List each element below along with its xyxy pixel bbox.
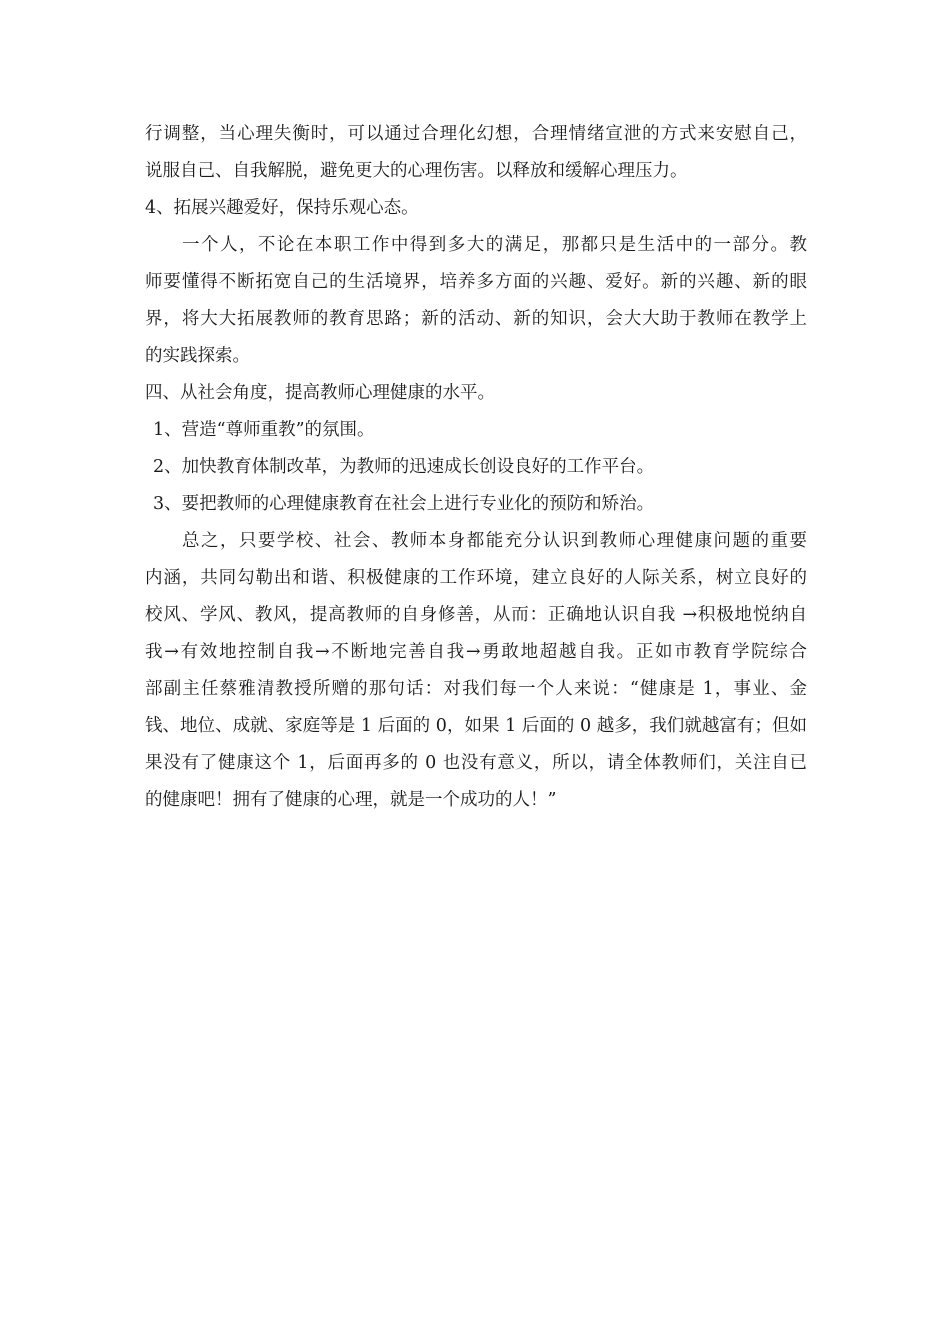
- document-page: [145, 116, 807, 819]
- paragraph-line: 校风、学风、教风，提高教师的自身修善，从而：正确地认识自我 →积极地悦纳自: [145, 605, 807, 625]
- list-item: 3、要把教师的心理健康教育在社会上进行专业化的预防和矫治。: [153, 494, 655, 514]
- list-item: 2、加快教育体制改革，为教师的迅速成长创设良好的工作平台。: [153, 457, 655, 477]
- section-heading: 四、从社会角度，提高教师心理健康的水平。: [145, 383, 495, 403]
- list-item: 1、营造“尊师重教”的氛围。: [153, 420, 375, 440]
- paragraph-line: 的实践探索。: [145, 346, 250, 366]
- paragraph-line: 一个人，不论在本职工作中得到多大的满足，那都只是生活中的一部分。教: [182, 235, 807, 255]
- paragraph-line: 部副主任蔡雅清教授所赠的那句话：对我们每一个人来说：“健康是 1，事业、金: [145, 679, 807, 699]
- section-heading: 4、拓展兴趣爱好，保持乐观心态。: [145, 198, 419, 218]
- paragraph-line: 内涵，共同勾勒出和谐、积极健康的工作环境，建立良好的人际关系，树立良好的: [145, 568, 807, 588]
- paragraph-line: 说服自己、自我解脱，避免更大的心理伤害。以释放和缓解心理压力。: [145, 161, 688, 181]
- paragraph-line: 的健康吧！拥有了健康的心理，就是一个成功的人！”: [145, 790, 557, 810]
- paragraph-line: 果没有了健康这个 1，后面再多的 0 也没有意义，所以，请全体教师们，关注自已: [145, 753, 807, 773]
- paragraph-line: 我→有效地控制自我→不断地完善自我→勇敢地超越自我。正如市教育学院综合: [145, 642, 807, 662]
- paragraph-line: 钱、地位、成就、家庭等是 1 后面的 0，如果 1 后面的 0 越多，我们就越富有；但如: [145, 716, 807, 736]
- paragraph-line: 师要懂得不断拓宽自己的生活境界，培养多方面的兴趣、爱好。新的兴趣、新的眼: [145, 272, 807, 292]
- paragraph-line: 行调整，当心理失衡时，可以通过合理化幻想，合理情绪宣泄的方式来安慰自己，: [145, 124, 807, 144]
- paragraph-line: 总之，只要学校、社会、教师本身都能充分认识到教师心理健康问题的重要: [182, 531, 807, 551]
- paragraph-line: 界，将大大拓展教师的教育思路；新的活动、新的知识，会大大助于教师在教学上: [145, 309, 807, 329]
